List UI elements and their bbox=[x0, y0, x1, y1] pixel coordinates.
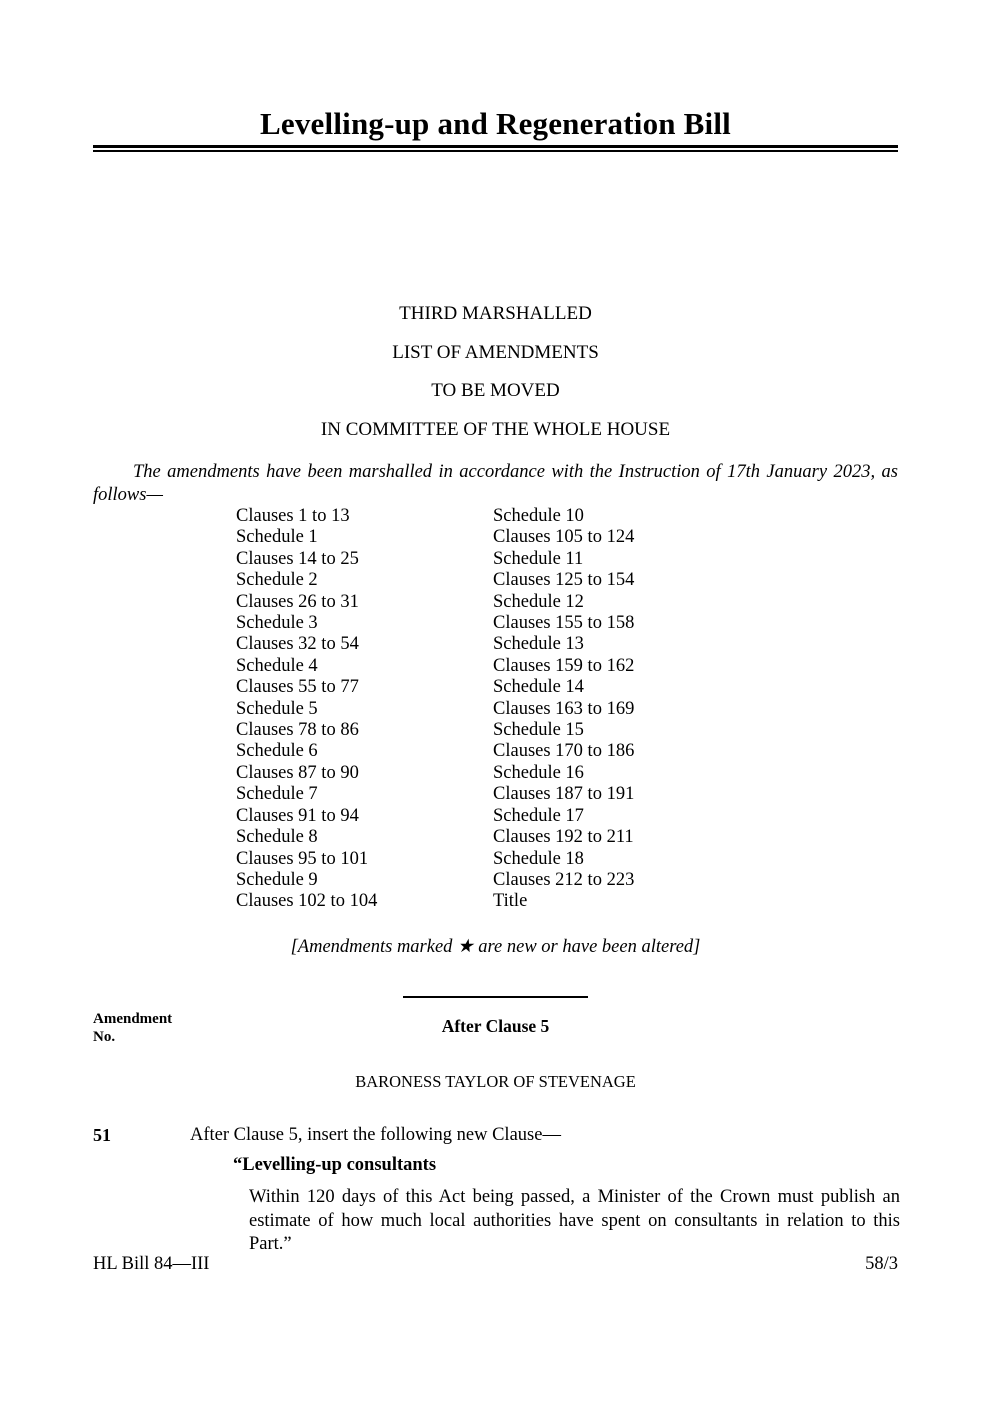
order-item: Clauses 187 to 191 bbox=[493, 784, 635, 805]
order-item: Clauses 170 to 186 bbox=[493, 741, 635, 762]
marshalling-note: The amendments have been marshalled in accordance with the Instruction of 17th January 2023, as follows— bbox=[93, 462, 898, 505]
order-item: Schedule 11 bbox=[493, 548, 584, 569]
order-item: Schedule 6 bbox=[236, 741, 318, 762]
order-item: Schedule 13 bbox=[493, 634, 584, 655]
order-item: Schedule 12 bbox=[493, 591, 584, 612]
mover-name: BARONESS TAYLOR OF STEVENAGE bbox=[355, 1072, 636, 1091]
order-item: Schedule 7 bbox=[236, 784, 318, 805]
order-item: Clauses 55 to 77 bbox=[236, 677, 359, 698]
order-item: Schedule 17 bbox=[493, 805, 584, 826]
star-note: [Amendments marked ★ are new or have been altered] bbox=[290, 937, 701, 957]
order-item: Clauses 163 to 169 bbox=[493, 698, 635, 719]
bill-title: Levelling-up and Regeneration Bill bbox=[260, 106, 731, 141]
amendment-no-header-line: Amendment bbox=[93, 1011, 173, 1027]
footer-bill-number: HL Bill 84—III bbox=[93, 1254, 210, 1274]
amendment-no-header-line: No. bbox=[93, 1029, 116, 1045]
heading-line: TO BE MOVED bbox=[431, 380, 560, 402]
order-item: Schedule 16 bbox=[493, 762, 584, 783]
title-double-rule bbox=[93, 145, 898, 152]
heading-line: IN COMMITTEE OF THE WHOLE HOUSE bbox=[320, 419, 671, 441]
marshalling-order-left-column bbox=[236, 506, 377, 913]
section-divider-rule bbox=[403, 996, 588, 998]
order-item: Clauses 159 to 162 bbox=[493, 655, 635, 676]
order-item: Schedule 1 bbox=[236, 527, 318, 548]
order-item: Schedule 15 bbox=[493, 720, 584, 741]
order-item: Clauses 87 to 90 bbox=[236, 762, 359, 783]
order-item: Schedule 18 bbox=[493, 848, 584, 869]
order-item: Schedule 8 bbox=[236, 827, 318, 848]
order-item: Clauses 78 to 86 bbox=[236, 720, 359, 741]
order-item: Clauses 192 to 211 bbox=[493, 827, 634, 848]
marshalling-order-right-column bbox=[493, 506, 634, 913]
order-item: Clauses 155 to 158 bbox=[493, 613, 635, 634]
amendment-number: 51 bbox=[93, 1125, 111, 1145]
heading-line: THIRD MARSHALLED bbox=[399, 303, 592, 324]
heading-line: LIST OF AMENDMENTS bbox=[392, 341, 599, 363]
order-item: Clauses 95 to 101 bbox=[236, 848, 369, 869]
order-item: Clauses 32 to 54 bbox=[236, 634, 359, 655]
order-item: Schedule 3 bbox=[236, 613, 318, 634]
order-item: Schedule 10 bbox=[493, 506, 584, 526]
order-item: Clauses 125 to 154 bbox=[493, 570, 635, 591]
order-item: Clauses 212 to 223 bbox=[493, 869, 635, 890]
order-item: Schedule 14 bbox=[493, 677, 584, 698]
order-item: Clauses 14 to 25 bbox=[236, 548, 359, 569]
order-item: Schedule 9 bbox=[236, 869, 318, 890]
new-clause-body: Within 120 days of this Act being passed, a Minister of the Crown must publish an estimate of how much local authorities have spent on consultants in relation to this Part.” bbox=[249, 1187, 900, 1254]
order-item: Clauses 102 to 104 bbox=[236, 891, 378, 912]
order-item: Clauses 91 to 94 bbox=[236, 805, 359, 826]
section-heading: After Clause 5 bbox=[441, 1016, 550, 1036]
footer-serial-number: 58/3 bbox=[865, 1254, 898, 1274]
order-item: Schedule 5 bbox=[236, 698, 318, 719]
order-item: Schedule 2 bbox=[236, 570, 318, 591]
order-item: Schedule 4 bbox=[236, 655, 318, 676]
amendment-instruction: After Clause 5, insert the following new Clause— bbox=[190, 1125, 561, 1145]
new-clause-title: “Levelling-up consultants bbox=[233, 1155, 437, 1175]
order-item: Title bbox=[493, 891, 528, 912]
marshalled-list-headings bbox=[0, 295, 991, 450]
order-item: Clauses 1 to 13 bbox=[236, 506, 350, 526]
order-item: Clauses 26 to 31 bbox=[236, 591, 359, 612]
order-item: Clauses 105 to 124 bbox=[493, 527, 635, 548]
